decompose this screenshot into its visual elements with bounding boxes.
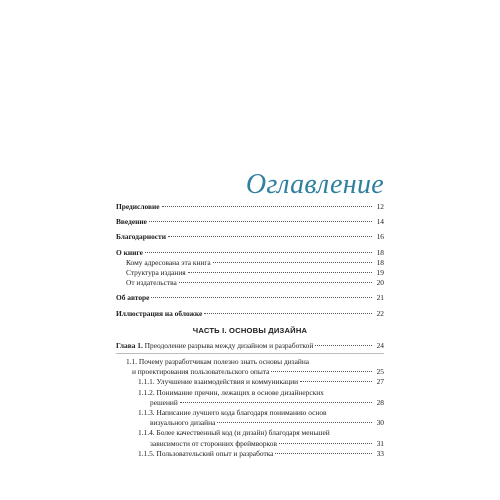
toc-page-number: 12 [376, 202, 384, 211]
toc-page-number: 21 [376, 293, 384, 303]
toc-entry-acknowledgements[interactable] [116, 232, 384, 242]
toc-entry-1-1[interactable] [116, 357, 384, 377]
toc-page-number: 16 [376, 232, 384, 242]
leader-dots [213, 262, 372, 263]
chapter-title: Преодоление разрыва между дизайном и разработкой [144, 340, 314, 350]
toc-page-number: 18 [376, 247, 384, 257]
toc-entry-label: Структура издания [126, 268, 186, 278]
leader-dots [275, 453, 372, 454]
toc-entry-publisher[interactable] [116, 278, 384, 288]
toc-page-number: 14 [376, 217, 384, 227]
toc-page-number: 22 [376, 308, 384, 318]
toc-entry-label: Предисловие [116, 202, 160, 211]
toc-entry-label: От издательства [126, 278, 177, 288]
toc-page-number: 27 [376, 377, 384, 387]
leader-dots [188, 272, 372, 273]
toc-entry-label: 1.1.2. Понимание причин, лежащих в основе дизайнерских [138, 387, 324, 397]
part-heading: ЧАСТЬ I. ОСНОВЫ ДИЗАЙНА [192, 325, 308, 335]
leader-dots [204, 313, 372, 314]
toc-entry-label: Иллюстрация на обложке [116, 308, 203, 318]
toc-entry-label: 1.1.3. Написание лучшего кода благодаря пониманию основ [138, 408, 327, 418]
toc-entry-label-cont: решений [150, 397, 178, 407]
leader-dots [315, 345, 372, 346]
toc-entry-introduction[interactable] [116, 217, 384, 227]
toc-entry-cover[interactable] [116, 309, 384, 319]
toc-entry-label: Введение [116, 217, 147, 227]
toc-entry-label: 1.1.1. Улучшение взаимодействия и коммуникации [138, 377, 299, 387]
toc-entry-1-1-3[interactable] [116, 408, 384, 428]
toc-entry-label-cont: зависимости от сторонних фреймворков [150, 438, 277, 448]
toc-page-number: 33 [376, 448, 384, 458]
toc-entry-1-1-1[interactable] [116, 377, 384, 387]
toc-entry-1-1-4[interactable] [116, 428, 384, 448]
toc-entry-structure[interactable] [116, 268, 384, 278]
toc-entry-label: 1.1.4. Более качественный код (и дизайн) благодаря меньшей [138, 428, 330, 438]
toc-entry-audience[interactable] [116, 258, 384, 268]
toc-page-number: 19 [376, 268, 384, 278]
toc-entry-chapter-1[interactable] [116, 341, 384, 354]
toc-entry-about-book[interactable] [116, 248, 384, 258]
toc-entry-1-1-5[interactable] [116, 449, 384, 459]
leader-dots [149, 221, 372, 222]
toc-entry-1-1-2[interactable] [116, 388, 384, 408]
toc-page-number: 31 [376, 438, 384, 448]
toc-page-number: 25 [376, 367, 384, 377]
toc-entry-label: Благодарности [116, 232, 166, 242]
toc-entry-label [116, 341, 313, 351]
toc-entry-label: О книге [116, 247, 143, 257]
leader-dots [179, 282, 372, 283]
toc-entry-preface[interactable] [116, 202, 384, 212]
toc-entry-about-author[interactable] [116, 293, 384, 303]
table-of-contents [116, 202, 384, 459]
leader-dots [151, 297, 372, 298]
leader-dots [168, 236, 372, 237]
leader-dots [145, 252, 372, 253]
leader-dots [279, 443, 372, 444]
toc-page-number: 20 [376, 278, 384, 288]
toc-entry-label: Об авторе [116, 293, 150, 303]
leader-dots [180, 402, 372, 403]
toc-page-number: 30 [376, 418, 384, 428]
leader-dots [217, 422, 372, 423]
toc-page-number: 28 [376, 397, 384, 407]
toc-entry-label: 1.1. Почему разработчикам полезно знать основы дизайна [126, 357, 310, 367]
toc-entry-label-cont: и проектирования пользовательского опыта [132, 367, 270, 377]
page-title: Оглавление [245, 168, 384, 200]
toc-entry-label: 1.1.5. Пользовательский опыт и разработка [138, 448, 274, 458]
leader-dots [162, 206, 372, 207]
leader-dots [271, 371, 372, 372]
leader-dots [300, 381, 372, 382]
toc-page-number: 24 [376, 340, 384, 350]
toc-page-number: 18 [376, 257, 384, 267]
toc-entry-label-cont: визуального дизайна [150, 418, 216, 428]
toc-entry-label: Кому адресована эта книга [126, 257, 211, 267]
chapter-number: Глава 1. [116, 340, 143, 350]
